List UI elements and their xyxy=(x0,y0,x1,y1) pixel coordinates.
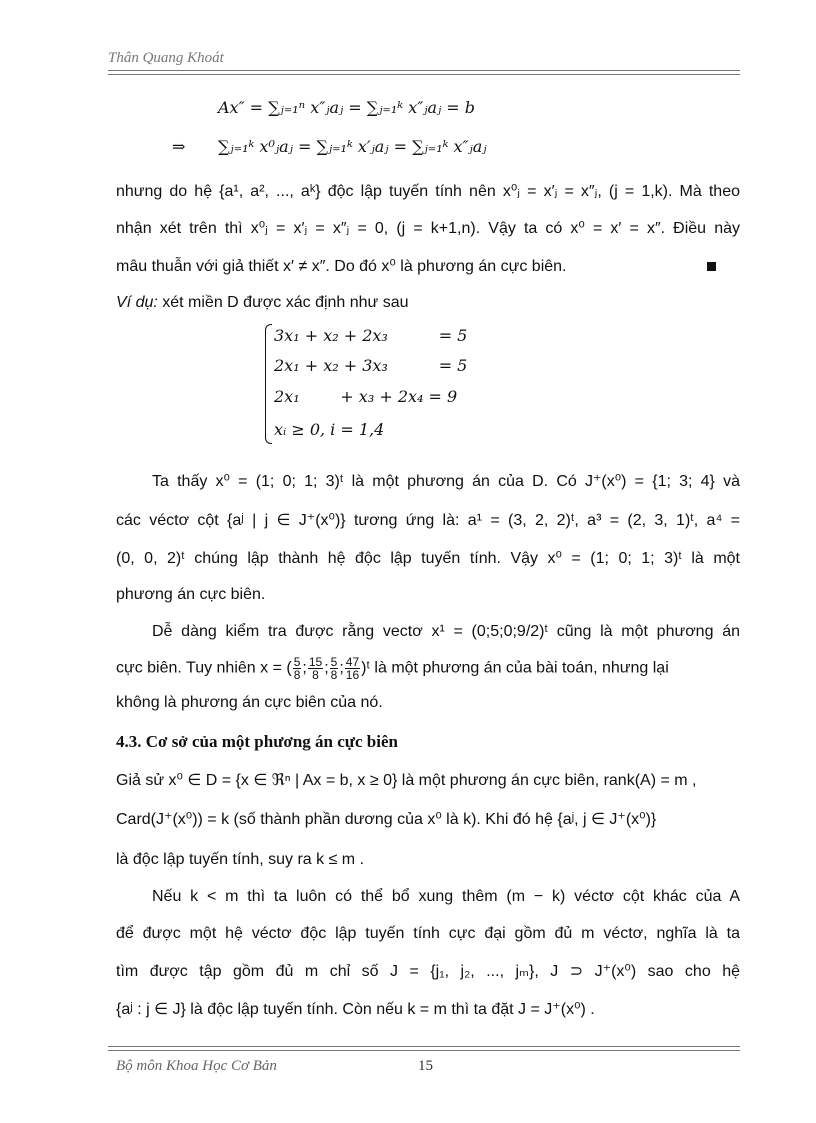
paragraph-line: để được một hệ véctơ độc lập tuyến tính cực đại gồm đủ m véctơ, nghĩa là ta xyxy=(116,925,740,942)
paragraph-line: phương án cực biên. xyxy=(116,586,266,603)
paragraph-line: Ta thấy x⁰ = (1; 0; 1; 3)ᵗ là một phương án của D. Có J⁺(x⁰) = {1; 3; 4} và xyxy=(152,473,740,490)
paragraph-line: tìm được tập gồm đủ m chỉ số J = {j₁, j₂, ..., jₘ}, J ⊃ J⁺(x⁰) sao cho hệ xyxy=(116,963,740,980)
numerator: 47 xyxy=(345,655,360,669)
system-row: 2x₁ + x₃ + 2x₄ = 9 xyxy=(274,387,458,406)
fraction xyxy=(345,656,360,681)
paragraph-line-with-fractions: cực biên. Tuy nhiên x = ( $\frac{5}{8}$ ; $\frac{15}{8}$ ; $\frac{5}{8}$ ; $\frac{47}{16}$ )ᵗ là một phương án của bài toán, nhưng lại xyxy=(116,655,669,682)
numerator: 15 xyxy=(308,655,323,669)
example-label: Ví dụ: xyxy=(116,294,158,311)
paragraph-line: (0, 0, 2)ᵗ chúng lập thành hệ độc lập tuyến tính. Vậy x⁰ = (1; 0; 1; 3)ᵗ là một xyxy=(116,550,740,567)
header-rule xyxy=(108,70,740,75)
denominator: 16 xyxy=(345,668,360,682)
system-row: 3x₁ + x₂ + 2x₃ = 5 xyxy=(274,326,468,345)
paragraph-line: Dễ dàng kiểm tra được rằng vectơ x¹ = (0;5;0;9/2)ᵗ cũng là một phương án xyxy=(152,623,740,640)
denominator: 8 xyxy=(293,668,301,682)
footer-rule xyxy=(108,1046,740,1051)
text-run: cực biên. Tuy nhiên x = ( xyxy=(116,659,292,677)
paragraph-line: {aʲ : j ∈ J} là độc lập tuyến tính. Còn nếu k = m thì ta đặt J = J⁺(x⁰) . xyxy=(116,1001,595,1018)
system-row: xᵢ ≥ 0, i = 1,4 xyxy=(274,420,385,439)
equation-1: Ax″ = ∑ⱼ₌₁ⁿ x″ⱼaⱼ = ∑ⱼ₌₁ᵏ x″ⱼaⱼ = b xyxy=(218,98,476,117)
equation-2: ∑ⱼ₌₁ᵏ x⁰ⱼaⱼ = ∑ⱼ₌₁ᵏ x′ⱼaⱼ = ∑ⱼ₌₁ᵏ x″ⱼaⱼ xyxy=(218,137,487,156)
paragraph-line: Giả sử x⁰ ∈ D = {x ∈ ℜⁿ | Ax = b, x ≥ 0} là một phương án cực biên, rank(A) = m , xyxy=(116,772,697,789)
qed-mark xyxy=(707,262,716,271)
numerator: 5 xyxy=(330,655,338,669)
running-header-author: Thân Quang Khoát xyxy=(108,50,224,66)
paragraph-line: nhận xét trên thì x⁰ⱼ = x′ⱼ = x″ⱼ = 0, (j = k+1,n). Vậy ta có x⁰ = x′ = x″. Điều này xyxy=(116,220,740,237)
system-row: 2x₁ + x₂ + 3x₃ = 5 xyxy=(274,356,468,375)
text-run: )ᵗ là một phương án của bài toán, nhưng lại xyxy=(361,659,669,677)
page-number: 15 xyxy=(418,1058,433,1074)
system-brace xyxy=(265,324,272,444)
example-text: xét miền D được xác định như sau xyxy=(157,294,409,311)
footer-department: Bộ môn Khoa Học Cơ Bản xyxy=(116,1058,277,1074)
paragraph-line: mâu thuẫn với giả thiết x′ ≠ x″. Do đó x⁰ là phương án cực biên. xyxy=(116,258,567,275)
denominator: 8 xyxy=(312,668,319,682)
paragraph-line: nhưng do hệ {a¹, a², ..., aᵏ} độc lập tuyến tính nên x⁰ⱼ = x′ⱼ = x″ⱼ, (j = 1,k). Mà theo xyxy=(116,183,740,200)
paragraph-line: các véctơ cột {aʲ | j ∈ J⁺(x⁰)} tương ứng là: a¹ = (3, 2, 2)ᵗ, a³ = (2, 3, 1)ᵗ, a⁴ = xyxy=(116,512,740,529)
implies-arrow: ⇒ xyxy=(172,137,186,156)
paragraph-line: là độc lập tuyến tính, suy ra k ≤ m . xyxy=(116,851,365,868)
fraction xyxy=(308,656,323,681)
fraction xyxy=(293,656,302,681)
fraction xyxy=(330,656,339,681)
paragraph-line: Nếu k < m thì ta luôn có thể bổ xung thêm (m − k) véctơ cột khác của A xyxy=(152,888,740,905)
numerator: 5 xyxy=(293,655,301,669)
paragraph-line: Card(J⁺(x⁰)) = k (số thành phần dương của x⁰ là k). Khi đó hệ {aʲ, j ∈ J⁺(x⁰)} xyxy=(116,811,657,828)
denominator: 8 xyxy=(330,668,338,682)
example-line xyxy=(116,293,740,313)
section-heading: 4.3. Cơ sở của một phương án cực biên xyxy=(116,732,398,751)
paragraph-line: không là phương án cực biên của nó. xyxy=(116,694,383,711)
